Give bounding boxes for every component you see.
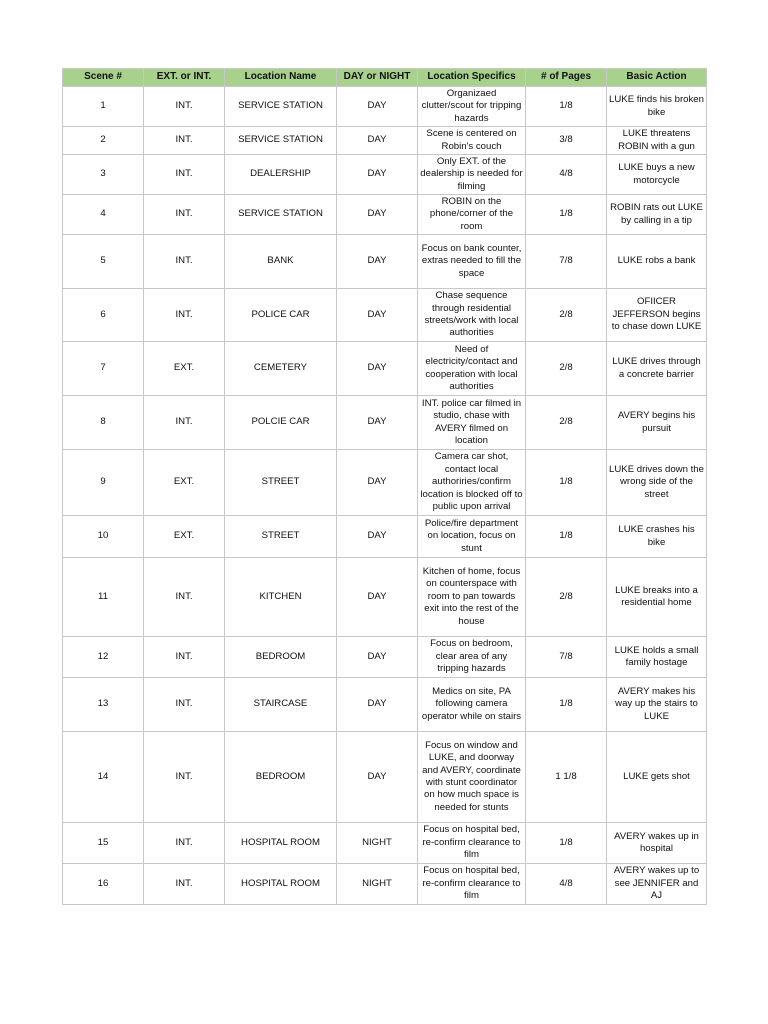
table-row bbox=[63, 732, 707, 823]
day-night-cell: DAY bbox=[337, 516, 418, 558]
ext-int-cell: INT. bbox=[144, 637, 225, 678]
table-row bbox=[63, 637, 707, 678]
basic-action-cell: LUKE buys a new motorcycle bbox=[607, 155, 707, 195]
basic-action-cell: LUKE robs a bank bbox=[607, 235, 707, 289]
scene-number-cell: 8 bbox=[63, 396, 144, 450]
table-row bbox=[63, 127, 707, 155]
location-specifics-cell: Chase sequence through residential streets/work with local authorities bbox=[418, 289, 526, 342]
ext-int-cell: INT. bbox=[144, 195, 225, 235]
location-name-cell: BANK bbox=[225, 235, 337, 289]
location-name-cell: SERVICE STATION bbox=[225, 87, 337, 127]
ext-int-cell: INT. bbox=[144, 823, 225, 864]
location-name-cell: STREET bbox=[225, 516, 337, 558]
ext-int-cell: INT. bbox=[144, 396, 225, 450]
location-name-cell: KITCHEN bbox=[225, 558, 337, 637]
basic-action-cell: LUKE gets shot bbox=[607, 732, 707, 823]
basic-action-cell: AVERY wakes up in hospital bbox=[607, 823, 707, 864]
location-specifics-cell: Organizaed clutter/scout for tripping hazards bbox=[418, 87, 526, 127]
scene-breakdown-table bbox=[62, 68, 707, 905]
scene-number-cell: 15 bbox=[63, 823, 144, 864]
location-name-cell: BEDROOM bbox=[225, 732, 337, 823]
scene-number-cell: 7 bbox=[63, 342, 144, 396]
location-name-cell: POLICE CAR bbox=[225, 289, 337, 342]
pages-cell: 1/8 bbox=[526, 516, 607, 558]
scene-number-cell: 6 bbox=[63, 289, 144, 342]
table-row bbox=[63, 450, 707, 516]
location-specifics-cell: Camera car shot, contact local authoriries/confirm location is blocked off to public upon arrival bbox=[418, 450, 526, 516]
table-row bbox=[63, 342, 707, 396]
location-name-cell: SERVICE STATION bbox=[225, 127, 337, 155]
location-specifics-cell: Police/fire department on location, focus on stunt bbox=[418, 516, 526, 558]
header-scene-number: Scene # bbox=[63, 69, 144, 87]
ext-int-cell: INT. bbox=[144, 235, 225, 289]
table-row bbox=[63, 235, 707, 289]
pages-cell: 2/8 bbox=[526, 558, 607, 637]
basic-action-cell: LUKE drives down the wrong side of the street bbox=[607, 450, 707, 516]
pages-cell: 2/8 bbox=[526, 396, 607, 450]
basic-action-cell: LUKE threatens ROBIN with a gun bbox=[607, 127, 707, 155]
scene-number-cell: 14 bbox=[63, 732, 144, 823]
pages-cell: 1/8 bbox=[526, 87, 607, 127]
table-row bbox=[63, 864, 707, 905]
pages-cell: 7/8 bbox=[526, 637, 607, 678]
day-night-cell: NIGHT bbox=[337, 823, 418, 864]
location-specifics-cell: Focus on bedroom, clear area of any tripping hazards bbox=[418, 637, 526, 678]
day-night-cell: DAY bbox=[337, 396, 418, 450]
ext-int-cell: INT. bbox=[144, 732, 225, 823]
ext-int-cell: EXT. bbox=[144, 342, 225, 396]
ext-int-cell: INT. bbox=[144, 127, 225, 155]
table-row bbox=[63, 289, 707, 342]
pages-cell: 2/8 bbox=[526, 342, 607, 396]
scene-number-cell: 13 bbox=[63, 678, 144, 732]
ext-int-cell: INT. bbox=[144, 558, 225, 637]
day-night-cell: DAY bbox=[337, 127, 418, 155]
scene-number-cell: 16 bbox=[63, 864, 144, 905]
day-night-cell: DAY bbox=[337, 235, 418, 289]
day-night-cell: DAY bbox=[337, 195, 418, 235]
location-specifics-cell: Scene is centered on Robin's couch bbox=[418, 127, 526, 155]
basic-action-cell: LUKE finds his broken bike bbox=[607, 87, 707, 127]
day-night-cell: DAY bbox=[337, 289, 418, 342]
header-day-night: DAY or NIGHT bbox=[337, 69, 418, 87]
header-basic-action: Basic Action bbox=[607, 69, 707, 87]
location-name-cell: BEDROOM bbox=[225, 637, 337, 678]
scene-number-cell: 9 bbox=[63, 450, 144, 516]
table-row bbox=[63, 155, 707, 195]
scene-number-cell: 12 bbox=[63, 637, 144, 678]
table-row bbox=[63, 823, 707, 864]
ext-int-cell: INT. bbox=[144, 289, 225, 342]
day-night-cell: DAY bbox=[337, 87, 418, 127]
basic-action-cell: LUKE breaks into a residential home bbox=[607, 558, 707, 637]
location-specifics-cell: Kitchen of home, focus on counterspace with room to pan towards exit into the rest of the house bbox=[418, 558, 526, 637]
basic-action-cell: AVERY wakes up to see JENNIFER and AJ bbox=[607, 864, 707, 905]
ext-int-cell: EXT. bbox=[144, 516, 225, 558]
location-specifics-cell: Focus on bank counter, extras needed to fill the space bbox=[418, 235, 526, 289]
table-row bbox=[63, 195, 707, 235]
basic-action-cell: AVERY begins his pursuit bbox=[607, 396, 707, 450]
location-name-cell: HOSPITAL ROOM bbox=[225, 823, 337, 864]
scene-number-cell: 11 bbox=[63, 558, 144, 637]
location-name-cell: HOSPITAL ROOM bbox=[225, 864, 337, 905]
day-night-cell: DAY bbox=[337, 678, 418, 732]
day-night-cell: DAY bbox=[337, 637, 418, 678]
location-name-cell: POLCIE CAR bbox=[225, 396, 337, 450]
header-ext-int: EXT. or INT. bbox=[144, 69, 225, 87]
table-row bbox=[63, 678, 707, 732]
ext-int-cell: EXT. bbox=[144, 450, 225, 516]
pages-cell: 1 1/8 bbox=[526, 732, 607, 823]
header-row bbox=[63, 69, 707, 87]
ext-int-cell: INT. bbox=[144, 678, 225, 732]
basic-action-cell: LUKE drives through a concrete barrier bbox=[607, 342, 707, 396]
location-name-cell: STAIRCASE bbox=[225, 678, 337, 732]
location-specifics-cell: ROBIN on the phone/corner of the room bbox=[418, 195, 526, 235]
basic-action-cell: OFIICER JEFFERSON begins to chase down LUKE bbox=[607, 289, 707, 342]
location-name-cell: STREET bbox=[225, 450, 337, 516]
pages-cell: 1/8 bbox=[526, 823, 607, 864]
table-row bbox=[63, 87, 707, 127]
location-specifics-cell: Only EXT. of the dealership is needed for filming bbox=[418, 155, 526, 195]
location-specifics-cell: INT. police car filmed in studio, chase with AVERY filmed on location bbox=[418, 396, 526, 450]
day-night-cell: DAY bbox=[337, 155, 418, 195]
table-row bbox=[63, 558, 707, 637]
scene-number-cell: 3 bbox=[63, 155, 144, 195]
day-night-cell: DAY bbox=[337, 342, 418, 396]
day-night-cell: DAY bbox=[337, 450, 418, 516]
day-night-cell: NIGHT bbox=[337, 864, 418, 905]
header-pages: # of Pages bbox=[526, 69, 607, 87]
ext-int-cell: INT. bbox=[144, 864, 225, 905]
day-night-cell: DAY bbox=[337, 558, 418, 637]
table-row bbox=[63, 516, 707, 558]
pages-cell: 3/8 bbox=[526, 127, 607, 155]
scene-number-cell: 1 bbox=[63, 87, 144, 127]
day-night-cell: DAY bbox=[337, 732, 418, 823]
location-name-cell: CEMETERY bbox=[225, 342, 337, 396]
pages-cell: 1/8 bbox=[526, 195, 607, 235]
pages-cell: 7/8 bbox=[526, 235, 607, 289]
scene-number-cell: 10 bbox=[63, 516, 144, 558]
scene-number-cell: 2 bbox=[63, 127, 144, 155]
location-name-cell: DEALERSHIP bbox=[225, 155, 337, 195]
pages-cell: 4/8 bbox=[526, 155, 607, 195]
header-location-name: Location Name bbox=[225, 69, 337, 87]
pages-cell: 4/8 bbox=[526, 864, 607, 905]
basic-action-cell: AVERY makes his way up the stairs to LUKE bbox=[607, 678, 707, 732]
basic-action-cell: LUKE crashes his bike bbox=[607, 516, 707, 558]
ext-int-cell: INT. bbox=[144, 87, 225, 127]
basic-action-cell: LUKE holds a small family hostage bbox=[607, 637, 707, 678]
pages-cell: 1/8 bbox=[526, 450, 607, 516]
pages-cell: 2/8 bbox=[526, 289, 607, 342]
ext-int-cell: INT. bbox=[144, 155, 225, 195]
location-specifics-cell: Need of electricity/contact and cooperation with local authorities bbox=[418, 342, 526, 396]
table-row bbox=[63, 396, 707, 450]
location-specifics-cell: Medics on site, PA following camera operator while on stairs bbox=[418, 678, 526, 732]
location-specifics-cell: Focus on window and LUKE, and doorway and AVERY, coordinate with stunt coordinator on how much space is needed for stunts bbox=[418, 732, 526, 823]
header-location-specifics: Location Specifics bbox=[418, 69, 526, 87]
location-name-cell: SERVICE STATION bbox=[225, 195, 337, 235]
scene-number-cell: 5 bbox=[63, 235, 144, 289]
location-specifics-cell: Focus on hospital bed, re-confirm clearance to film bbox=[418, 864, 526, 905]
scene-number-cell: 4 bbox=[63, 195, 144, 235]
basic-action-cell: ROBIN rats out LUKE by calling in a tip bbox=[607, 195, 707, 235]
pages-cell: 1/8 bbox=[526, 678, 607, 732]
location-specifics-cell: Focus on hospital bed, re-confirm clearance to film bbox=[418, 823, 526, 864]
